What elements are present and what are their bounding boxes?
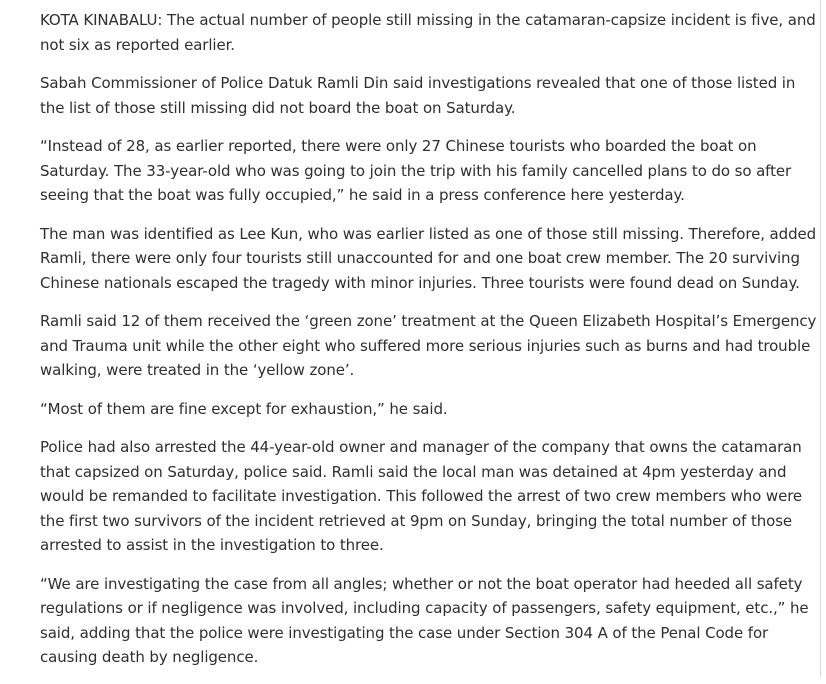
article-paragraph: Ramli said 12 of them received the ‘green zone’ treatment at the Queen Elizabeth Hospital’s Emergency and Trauma unit while the other eight who suffered more serious injuries such as burns and had trouble walking, were treated in the ‘yellow zone’. (40, 312, 817, 379)
article-paragraph: The man was identified as Lee Kun, who was earlier listed as one of those still missing. Therefore, added Ramli, there were only four tourists still unaccounted for and one boat crew member. The 20 surviving Chinese nationals escaped the tragedy with minor injuries. Three tourists were found dead on Sunday. (40, 224, 817, 292)
article-paragraph: Police had also arrested the 44-year-old owner and manager of the company that owns the catamaran that capsized on Saturday, police said. Ramli said the local man was detained at 4pm yesterday and would be remanded to facilitate investigation. This followed the arrest of two crew members who were the first two survivors of the incident retrieved at 9pm on Sunday, bringing the total number of those arrested to assist in the investigation to three. (40, 438, 803, 554)
article-paragraph: “Most of them are fine except for exhaustion,” he said. (40, 399, 448, 418)
article-paragraph: “Instead of 28, as earlier reported, there were only 27 Chinese tourists who boarded the boat on Saturday. The 33-year-old who was going to join the trip with his family cancelled plans to do so after seeing that the boat was fully occupied,” he said in a press conference here yesterday. (40, 137, 792, 204)
article-paragraph: Sabah Commissioner of Police Datuk Ramli Din said investigations revealed that one of those listed in the list of those still missing did not board the boat on Saturday. (40, 74, 796, 117)
article-body (40, 8, 820, 684)
article-paragraph: KOTA KINABALU: The actual number of people still missing in the catamaran-capsize incident is five, and not six as reported earlier. (40, 11, 816, 54)
article-paragraph: “We are investigating the case from all angles; whether or not the boat operator had heeded all safety regulations or if negligence was involved, including capacity of passengers, safety equipment, etc.,” he said, adding that the police were investigating the case under Section 304 A of the Penal Code for causing death by negligence. (40, 574, 809, 666)
